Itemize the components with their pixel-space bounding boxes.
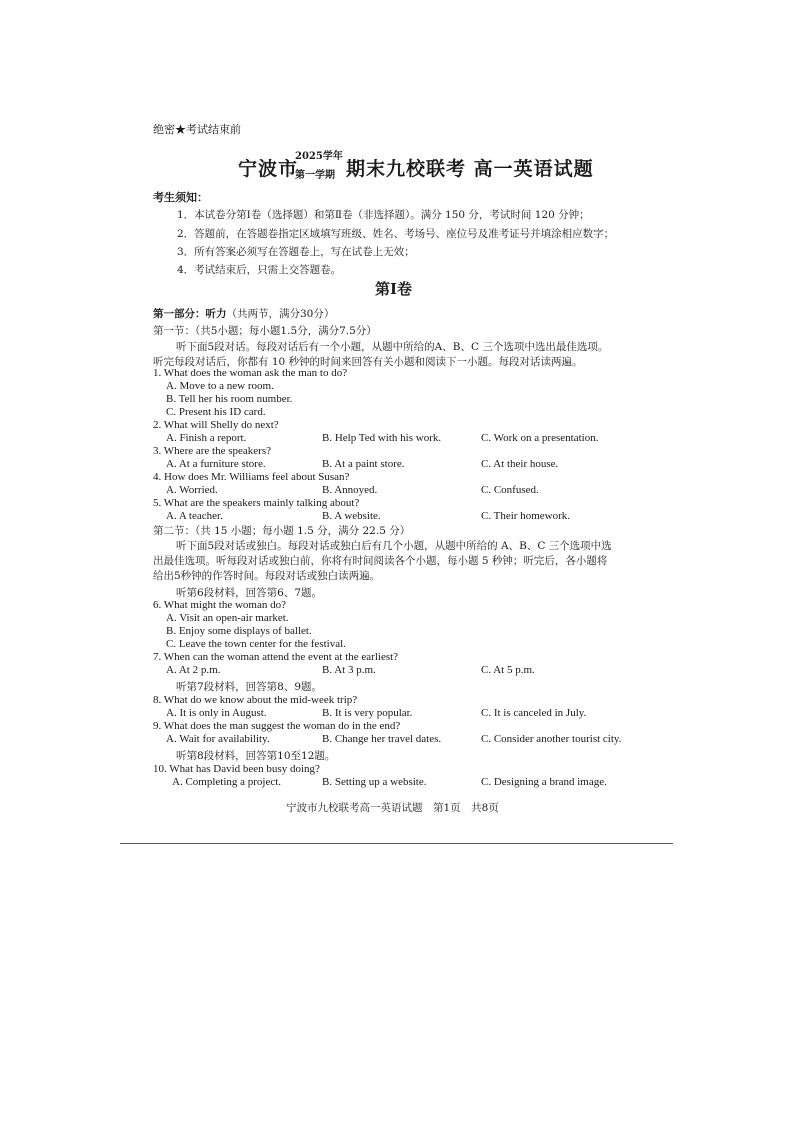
option-c: C. It is canceled in July.: [481, 707, 587, 719]
question-stem: 6. What might the woman do?: [153, 599, 286, 611]
question-stem: 9. What does the man suggest the woman do in the end?: [153, 720, 401, 732]
option-a: A. A teacher.: [166, 510, 223, 522]
option-b: B. At 3 p.m.: [322, 664, 376, 676]
option-b: B. A website.: [322, 510, 381, 522]
option-c: C. Leave the town center for the festival.: [166, 638, 346, 650]
question-stem: 10. What has David been busy doing?: [153, 763, 320, 775]
title-city: 宁波市: [238, 158, 299, 180]
option-b: B. It is very popular.: [322, 707, 413, 719]
question-stem: 8. What do we know about the mid-week trip?: [153, 694, 358, 706]
option-b: B. Change her travel dates.: [322, 733, 442, 745]
material-note: 听第7段材料，回答第8、9题。: [176, 681, 323, 693]
option-a: A. It is only in August.: [166, 707, 267, 719]
note-item: 1．本试卷分第Ⅰ卷（选择题）和第Ⅱ卷（非选择题）。满分 150 分，考试时间 120 分钟；: [177, 209, 590, 221]
option-b: B. Setting up a website.: [322, 776, 427, 788]
option-a: A. At 2 p.m.: [166, 664, 221, 676]
section1-instructions: 听完每段对话后，你都有 10 秒钟的时间来回答有关小题和阅读下一小题。每段对话读两遍。: [153, 356, 583, 368]
note-item: 2．答题前，在答题卷指定区域填写班级、姓名、考场号、座位号及准考证号并填涂相应数字；: [177, 228, 615, 240]
option-c: C. Their homework.: [481, 510, 571, 522]
volume-heading: 第Ⅰ卷: [375, 280, 413, 298]
note-item: 3．所有答案必须写在答题卷上，写在试卷上无效；: [177, 246, 415, 258]
option-b: B. Help Ted with his work.: [322, 432, 442, 444]
question-stem: 5. What are the speakers mainly talking about?: [153, 497, 360, 509]
section2-instructions: 给出5秒钟的作答时间。每段对话或独白读两遍。: [153, 570, 381, 582]
option-b: B. Annoyed.: [322, 484, 378, 496]
title-term: 第一学期: [295, 170, 335, 181]
option-a: A. Finish a report.: [166, 432, 247, 444]
page-divider: [120, 843, 673, 844]
option-c: C. Work on a presentation.: [481, 432, 599, 444]
option-a: A. Wait for availability.: [166, 733, 270, 745]
option-c: C. Confused.: [481, 484, 539, 496]
option-a: A. Worried.: [166, 484, 218, 496]
option-c: C. Designing a brand image.: [481, 776, 607, 788]
option-b: B. Tell her his room number.: [166, 393, 293, 405]
option-c: C. Consider another tourist city.: [481, 733, 622, 745]
section2-instructions: 听下面5段对话或独白。每段对话或独白后有几个小题，从题中所给的 A、B、C 三个选项中选: [176, 540, 612, 552]
question-stem: 4. How does Mr. Williams feel about Susan?: [153, 471, 350, 483]
part1-bold: 第一部分：听力: [153, 308, 227, 320]
option-b: B. At a paint store.: [322, 458, 405, 470]
material-note: 听第6段材料，回答第6、7题。: [176, 587, 323, 599]
option-a: A. Visit an open-air market.: [166, 612, 289, 624]
option-a: A. Completing a project.: [172, 776, 282, 788]
option-c: C. At 5 p.m.: [481, 664, 535, 676]
section1-header: 第一节：（共5小题；每小题1.5分，满分7.5分）: [153, 325, 377, 337]
notes-header: 考生须知：: [153, 191, 208, 204]
title-rest: 期末九校联考 高一英语试题: [346, 158, 594, 180]
note-item: 4．考试结束后，只需上交答题卷。: [177, 264, 342, 276]
page-footer: 宁波市九校联考高一英语试题 第1页 共8页: [286, 802, 499, 814]
question-stem: 3. Where are the speakers?: [153, 445, 271, 457]
option-c: C. Present his ID card.: [166, 406, 266, 418]
question-stem: 7. When can the woman attend the event at the earliest?: [153, 651, 399, 663]
material-note: 听第8段材料，回答第10至12题。: [176, 750, 336, 762]
part1-rest: （共两节，满分30分）: [226, 308, 335, 320]
option-c: C. At their house.: [481, 458, 559, 470]
title-year: 2025学年: [295, 151, 343, 162]
option-a: A. At a furniture store.: [166, 458, 266, 470]
question-stem: 2. What will Shelly do next?: [153, 419, 279, 431]
option-a: A. Move to a new room.: [166, 380, 274, 392]
confidential-label: 绝密★考试结束前: [153, 123, 241, 136]
section2-header: 第二节：（共 15 小题；每小题 1.5 分，满分 22.5 分）: [153, 525, 411, 537]
question-stem: 1. What does the woman ask the man to do?: [153, 367, 348, 379]
option-b: B. Enjoy some displays of ballet.: [166, 625, 312, 637]
part1-heading: [153, 306, 334, 321]
section1-instructions: 听下面5段对话。每段对话后有一个小题，从题中所给的A、B、C 三个选项中选出最佳选项。: [176, 341, 609, 353]
section2-instructions: 出最佳选项。听每段对话或独白前，你将有时间阅读各个小题，每小题 5 秒钟；听完后，各小题将: [153, 555, 608, 567]
